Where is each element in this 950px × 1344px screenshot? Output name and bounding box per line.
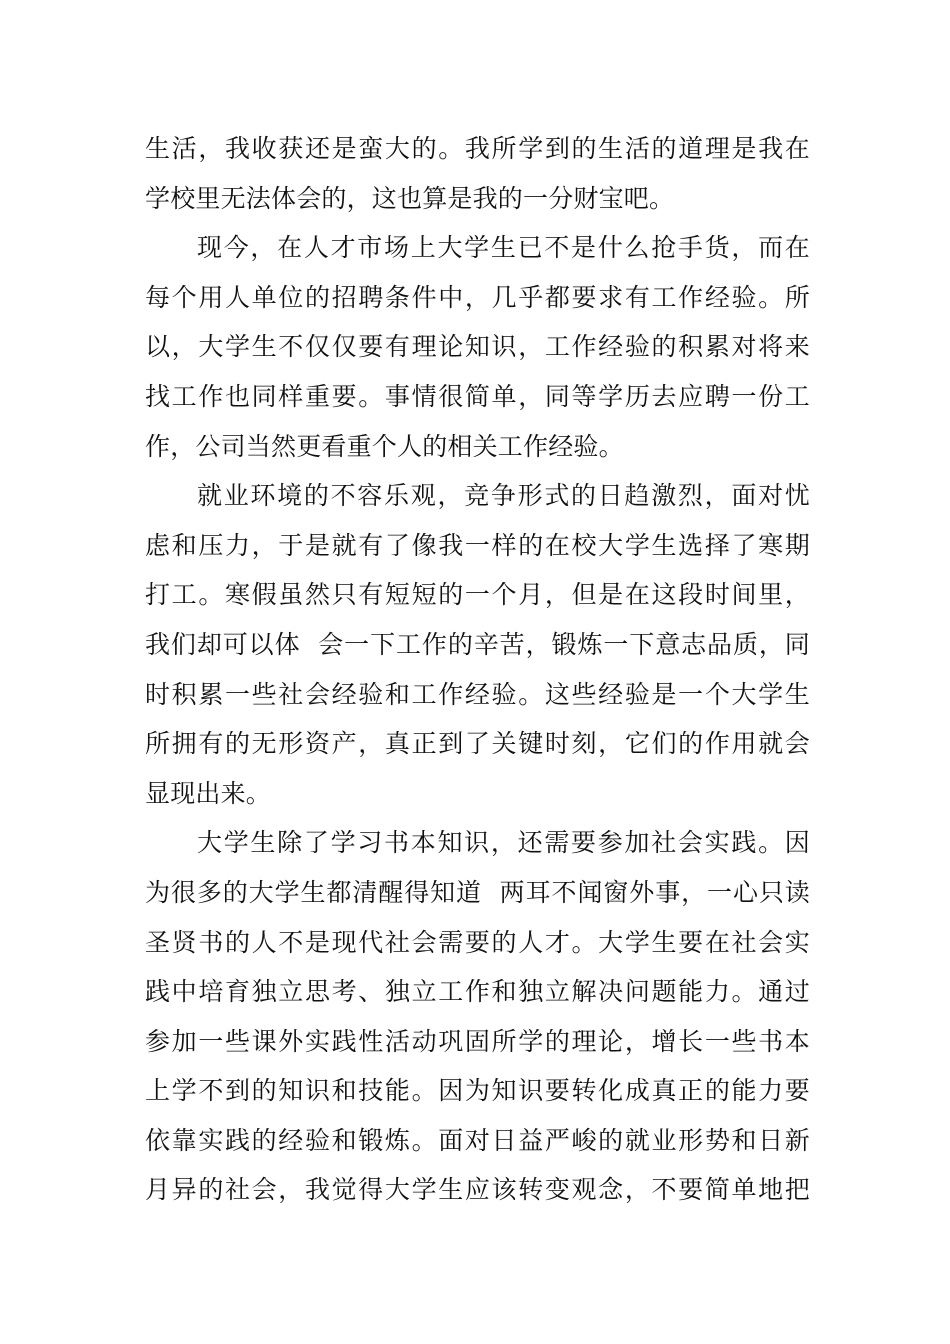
text-line: 找工作也同样重要。事情很简单，同等学历去应聘一份工 [145, 381, 810, 411]
text-line: 践中培育独立思考、独立工作和独立解决问题能力。通过 [145, 977, 810, 1007]
text-line: 月异的社会，我觉得大学生应该转变观念，不要简单地把 [145, 1175, 810, 1205]
document-body [145, 124, 810, 1215]
paragraph-first-line: 现今，在人才市场上大学生已不是什么抢手货，而在 [197, 233, 810, 263]
text-line: 虑和压力，于是就有了像我一样的在校大学生选择了寒期 [145, 530, 810, 560]
text-line: 依靠实践的经验和锻炼。面对日益严峻的就业形势和日新 [145, 1125, 810, 1155]
paragraph-first-line: 就业环境的不容乐观，竞争形式的日趋激烈，面对忧 [197, 481, 810, 511]
text-line: 作，公司当然更看重个人的相关工作经验。 [145, 431, 624, 461]
paragraph-first-line: 大学生除了学习书本知识，还需要参加社会实践。因 [197, 828, 810, 858]
text-line: 以，大学生不仅仅要有理论知识，工作经验的积累对将来 [145, 332, 810, 362]
text-line: 为很多的大学生都清醒得知道 两耳不闻窗外事，一心只读 [145, 877, 810, 907]
text-line: 打工。寒假虽然只有短短的一个月，但是在这段时间里， [145, 580, 810, 610]
text-line: 参加一些课外实践性活动巩固所学的理论，增长一些书本 [145, 1026, 810, 1056]
text-line: 我们却可以体 会一下工作的辛苦，锻炼一下意志品质，同 [145, 629, 810, 659]
text-line: 时积累一些社会经验和工作经验。这些经验是一个大学生 [145, 679, 810, 709]
text-line: 圣贤书的人不是现代社会需要的人才。大学生要在社会实 [145, 927, 810, 957]
text-line: 生活，我收获还是蛮大的。我所学到的生活的道理是我在 [145, 134, 810, 163]
text-line: 显现出来。 [145, 778, 272, 808]
text-line: 每个用人单位的招聘条件中，几乎都要求有工作经验。所 [145, 282, 810, 312]
text-line: 上学不到的知识和技能。因为知识要转化成真正的能力要 [145, 1076, 810, 1106]
text-line: 学校里无法体会的，这也算是我的一分财宝吧。 [145, 183, 675, 213]
text-line: 所拥有的无形资产，真正到了关键时刻，它们的作用就会 [145, 729, 810, 759]
